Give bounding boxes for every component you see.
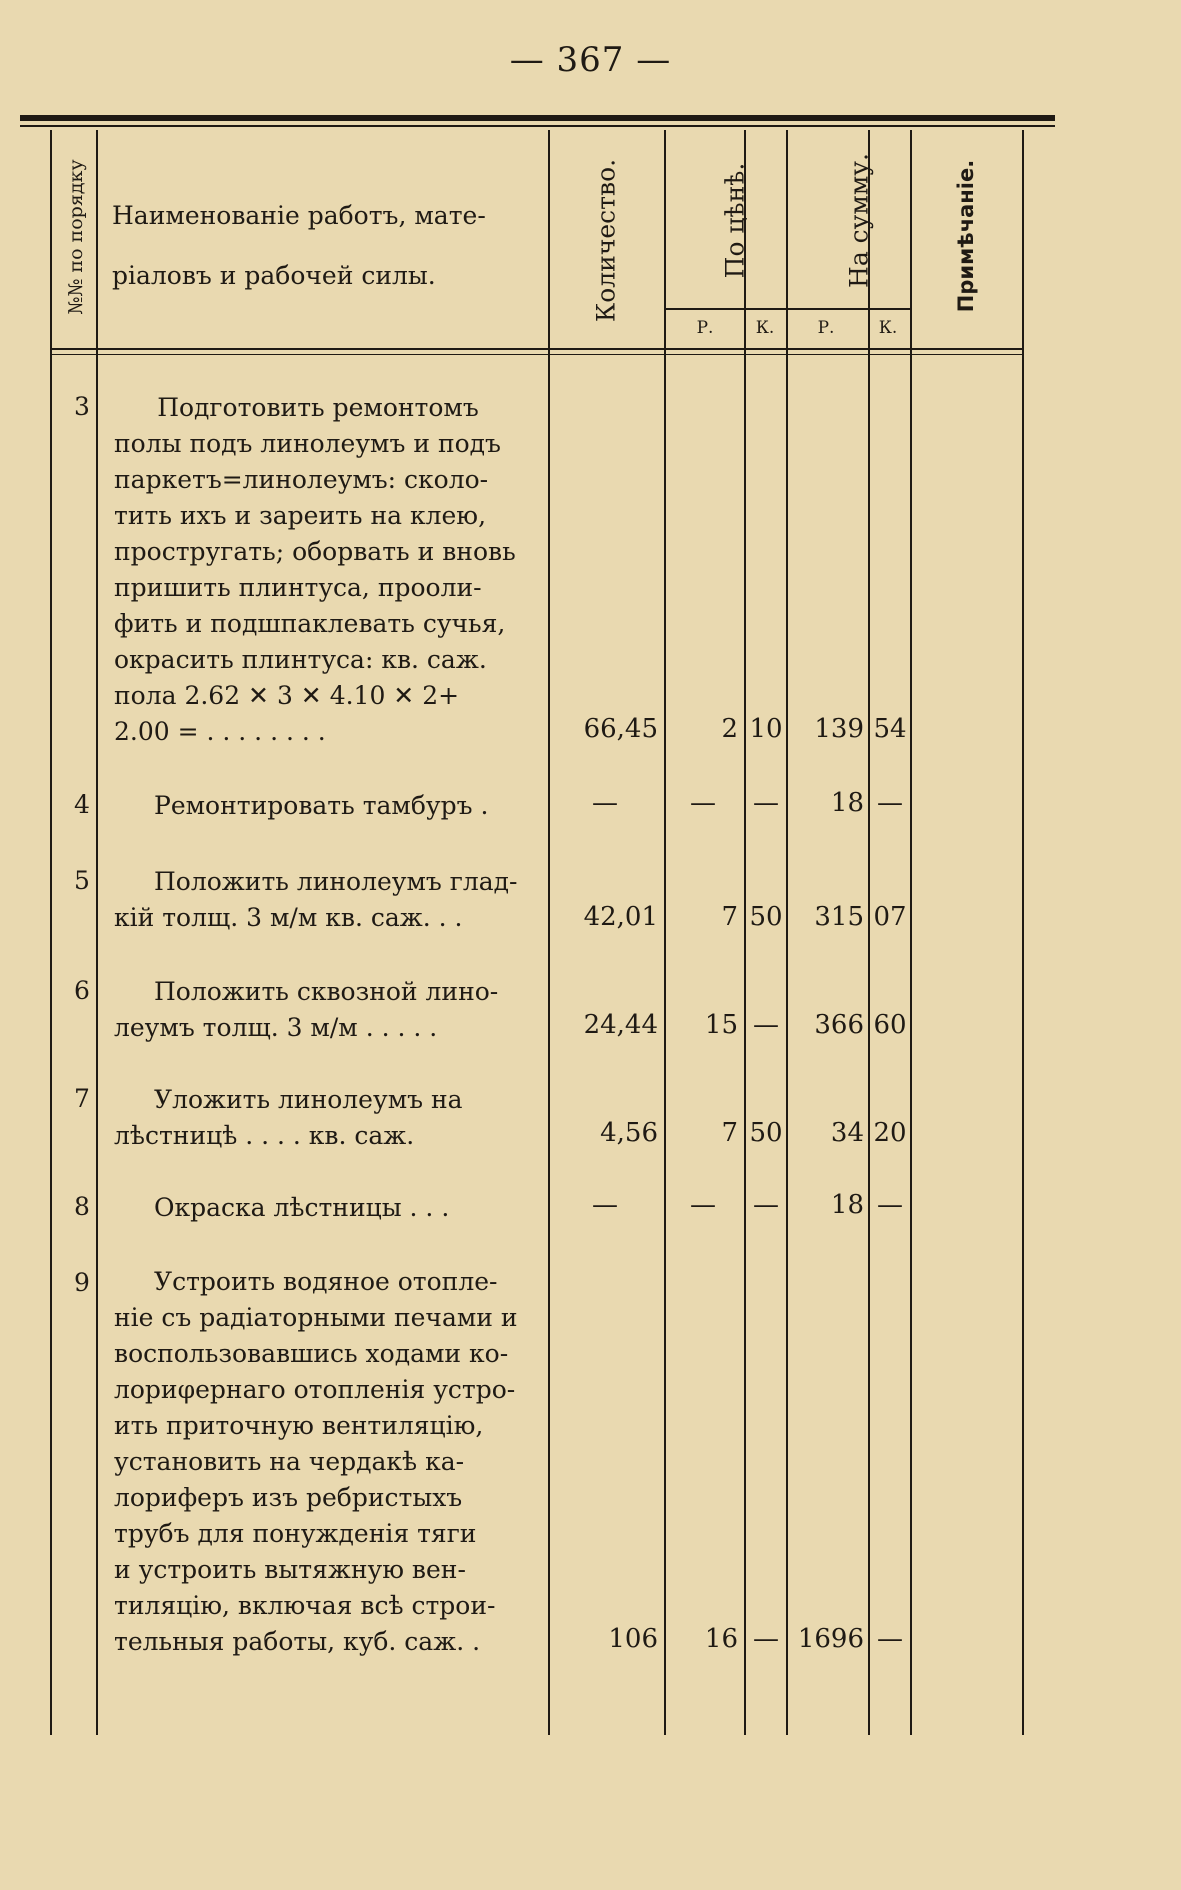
row-number: 5	[74, 866, 90, 895]
header-name-line1: Наименованіе работъ, мате-	[112, 201, 486, 230]
row-line: полы подъ линолеумъ и подъ	[114, 429, 501, 458]
row-description	[114, 864, 522, 936]
header-bottom-line	[50, 348, 1022, 350]
row-sum-r: 34	[830, 1118, 864, 1148]
row-line: 2.00 = . . . . . . . .	[114, 717, 326, 746]
row-sum-k: 54	[873, 714, 907, 744]
header-quantity: Количество.	[591, 158, 621, 323]
row-price-r: 15	[704, 1010, 738, 1040]
row-price-k: 50	[749, 902, 783, 932]
row-number: 8	[74, 1192, 90, 1221]
row-number: 3	[74, 392, 90, 421]
row-line: тиляцію, включая всѣ строи-	[114, 1591, 496, 1620]
row-price-r: 7	[721, 1118, 738, 1148]
row-quantity: 24,44	[583, 1010, 658, 1040]
row-line: Подготовить ремонтомъ	[157, 393, 479, 422]
row-line: лориферъ изъ ребристыхъ	[114, 1483, 463, 1512]
row-line: трубъ для понужденія тяги	[114, 1519, 477, 1548]
row-price-r: 16	[704, 1624, 738, 1654]
row-quantity: 42,01	[583, 902, 658, 932]
row-line: тельныя работы, куб. саж. .	[114, 1627, 481, 1656]
row-line: лориφернаго отопленія устро-	[114, 1375, 516, 1404]
row-sum-r: 18	[830, 788, 864, 818]
row-sum-r: 139	[814, 714, 864, 744]
header-name-line2: ріаловъ и рабочей силы.	[112, 261, 436, 290]
row-line: простругать; оборвать и вновь	[114, 537, 516, 566]
header-note: Примѣчаніе.	[954, 159, 978, 313]
header-order: №№ по порядку	[65, 159, 87, 315]
row-sum-k: 07	[873, 902, 907, 932]
row-line: ить приточную вентиляцію,	[114, 1411, 484, 1440]
row-line: окрасить плинтуса: кв. саж.	[114, 645, 487, 674]
row-sum-r: 366	[814, 1010, 864, 1040]
row-price-k: —	[753, 788, 779, 818]
row-sum-r: 315	[814, 902, 864, 932]
row-sum-r: 1696	[797, 1624, 864, 1654]
column-line-right	[1022, 130, 1024, 1735]
row-description	[114, 1190, 522, 1226]
row-description	[114, 1082, 522, 1154]
top-rule-thin	[20, 125, 1055, 127]
header-sum: На сумму.	[844, 153, 874, 288]
row-line: ніе съ радіаторными печами и	[114, 1303, 518, 1332]
row-line: воспользовавшись ходами ко-	[114, 1339, 509, 1368]
row-line: и устроить вытяжную вен-	[114, 1555, 466, 1584]
header-price-r: Р.	[696, 318, 714, 338]
row-line: паркетъ=линолеумъ: сколо-	[114, 465, 489, 494]
row-quantity: 106	[608, 1624, 658, 1654]
header-name	[112, 186, 522, 306]
row-number: 6	[74, 976, 90, 1005]
column-line-left	[50, 130, 52, 1735]
row-line: установить на чердакѣ ка-	[114, 1447, 465, 1476]
row-price-k: 10	[749, 714, 783, 744]
row-line: Окраска лѣстницы . . .	[154, 1193, 450, 1222]
row-description	[114, 1264, 522, 1660]
row-sum-k: —	[877, 1624, 903, 1654]
row-line: Устроить водяное отопле-	[154, 1267, 498, 1296]
page-number: — 367 —	[509, 40, 672, 80]
row-line: леумъ толщ. 3 м/м . . . . .	[114, 1013, 438, 1042]
row-description	[114, 788, 522, 824]
row-sum-k: 20	[873, 1118, 907, 1148]
column-line-sum	[910, 130, 912, 1735]
header-sum-k: К.	[878, 318, 898, 338]
row-line: Положить линолеумъ глад-	[154, 867, 518, 896]
row-line: пола 2.62 ✕ 3 ✕ 4.10 ✕ 2+	[114, 681, 460, 710]
row-quantity: —	[592, 1190, 618, 1220]
row-line: Ремонтировать тамбуръ .	[154, 791, 489, 820]
row-quantity: 66,45	[583, 714, 658, 744]
row-sum-r: 18	[830, 1190, 864, 1220]
row-line: лѣстницѣ . . . . кв. саж.	[114, 1121, 415, 1150]
row-price-r: 7	[721, 902, 738, 932]
row-number: 4	[74, 790, 90, 819]
row-sum-k: 60	[873, 1010, 907, 1040]
row-price-r: —	[690, 1190, 716, 1220]
row-sum-k: —	[877, 1190, 903, 1220]
column-line-sum-r	[868, 130, 870, 1735]
row-description	[114, 390, 522, 750]
row-description	[114, 974, 522, 1046]
row-price-r: —	[690, 788, 716, 818]
top-rule-thick	[20, 115, 1055, 121]
row-quantity: —	[592, 788, 618, 818]
header-bottom-line-thin	[50, 354, 1022, 355]
row-line: тить ихъ и зареить на клею,	[114, 501, 487, 530]
header-price: По цѣнѣ.	[720, 162, 750, 279]
row-price-r: 2	[721, 714, 738, 744]
row-line: Уложить линолеумъ на	[154, 1085, 463, 1114]
row-sum-k: —	[877, 788, 903, 818]
header-sum-r: Р.	[817, 318, 835, 338]
row-price-k: 50	[749, 1118, 783, 1148]
row-price-k: —	[753, 1010, 779, 1040]
row-price-k: —	[753, 1624, 779, 1654]
row-price-k: —	[753, 1190, 779, 1220]
row-quantity: 4,56	[600, 1118, 658, 1148]
row-line: фить и подшпаклевать сучья,	[114, 609, 506, 638]
row-line: кій толщ. 3 м/м кв. саж. . .	[114, 903, 463, 932]
row-line: Положить сквозной лино-	[154, 977, 499, 1006]
column-line-price-r	[744, 130, 746, 1735]
column-line-quantity	[664, 130, 666, 1735]
column-line-name	[548, 130, 550, 1735]
row-number: 7	[74, 1084, 90, 1113]
column-line-order	[96, 130, 98, 1735]
row-line: пришить плинтуса, прооли-	[114, 573, 482, 602]
row-number: 9	[74, 1268, 90, 1297]
column-line-price	[786, 130, 788, 1735]
header-price-k: К.	[755, 318, 775, 338]
